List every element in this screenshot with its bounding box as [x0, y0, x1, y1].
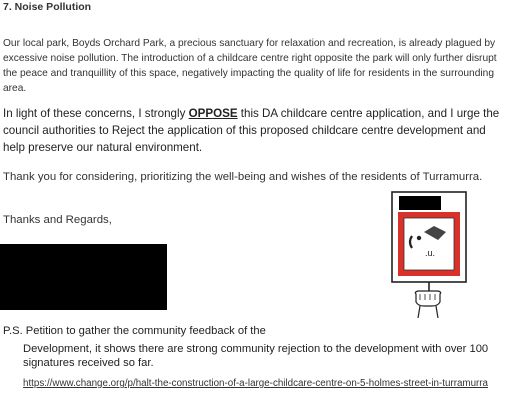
oppose-emphasis: OPPOSE [188, 107, 238, 120]
ps-detail: Development, it shows there are strong community rejection to the development with over 100 signatures received so far. [23, 343, 489, 369]
ps-line: P.S. Petition to gather the community feedback of the [3, 325, 266, 337]
sign-sketch-dot [417, 236, 421, 240]
arm-lines [418, 306, 438, 318]
thanks-paragraph: Thank you for considering, prioritizing the well-being and wishes of the residents of Turramurra. [3, 171, 483, 183]
closing-line: Thanks and Regards, [3, 214, 112, 226]
redacted-signature-block [0, 244, 167, 310]
sign-redaction-bar [399, 196, 441, 210]
oppose-paragraph [3, 105, 508, 156]
oppose-text-before: In light of these concerns, I strongly [3, 107, 189, 120]
sign-text: .u. [425, 248, 436, 258]
petition-link[interactable]: https://www.change.org/p/halt-the-construction-of-a-large-childcare-centre-on-5-holmes-street-in-turramurra [23, 378, 488, 389]
noise-paragraph: Our local park, Boyds Orchard Park, a precious sanctuary for relaxation and recreation, is already plagued by excessive noise pollution. The introduction of a childcare centre right opposite the park will only further disrupt the peace and tranquillity of this space, negatively impacting the quality of life for residents in the surrounding area. [3, 38, 497, 94]
hand-icon [415, 291, 440, 306]
oppose-text-after: this DA childcare centre application, and I urge the council authorities to Reject the application of this proposed childcare centre development and help preserve our natural environment. [3, 107, 500, 154]
sign-poster [404, 218, 454, 270]
protest-sign-illustration [372, 186, 482, 318]
section-heading: 7. Noise Pollution [3, 1, 92, 13]
